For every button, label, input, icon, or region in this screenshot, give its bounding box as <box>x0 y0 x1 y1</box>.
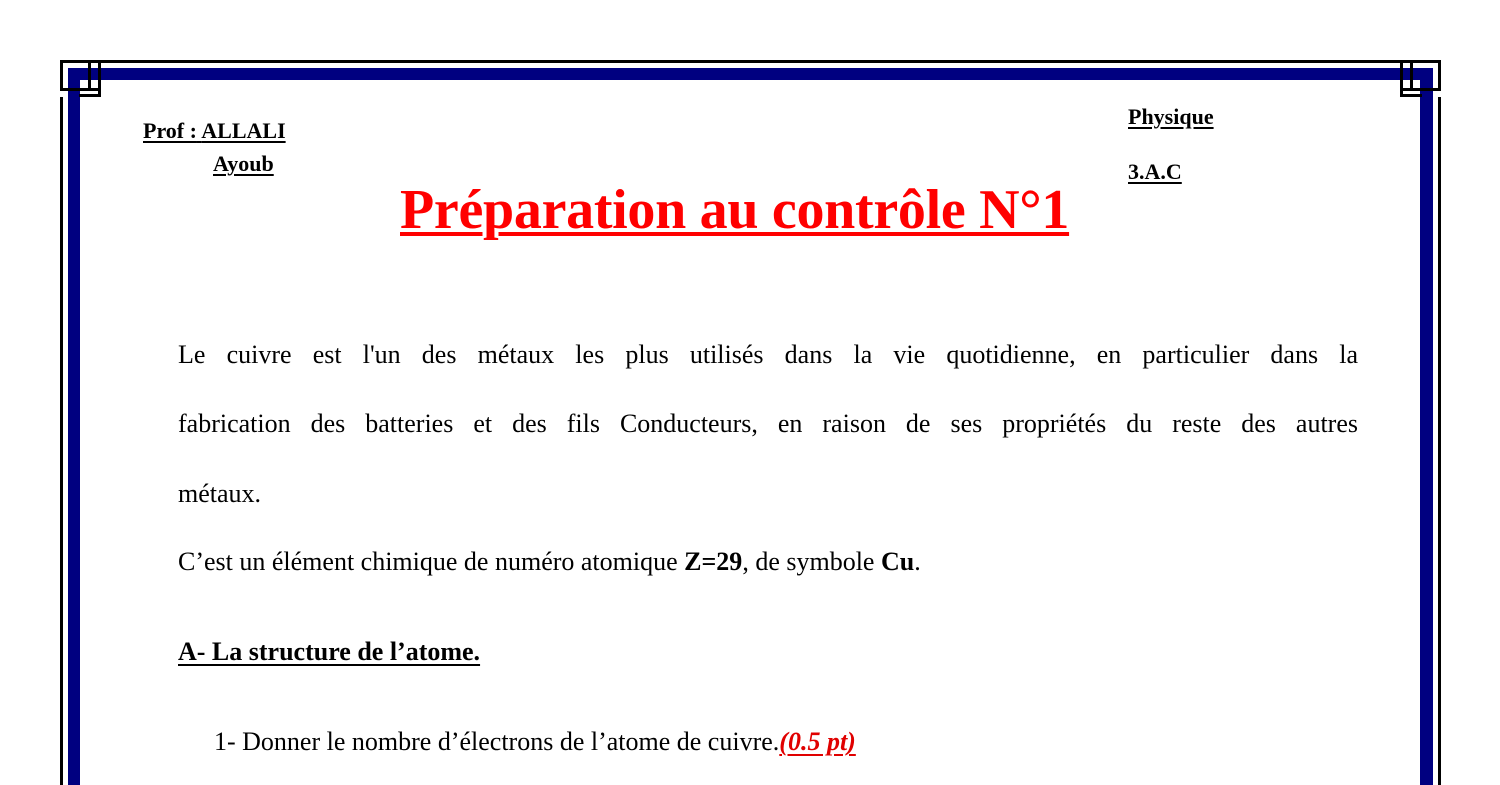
element-prefix: C’est un élément chimique de numéro atomique <box>178 547 685 576</box>
element-suffix: . <box>914 547 921 576</box>
teacher-first-name: ALLALI <box>201 118 286 143</box>
question-points: (0.5 pt) <box>779 727 856 756</box>
intro-line-3: métaux. <box>178 479 262 508</box>
element-middle: , de symbole <box>742 547 881 576</box>
teacher-last-name: Ayoub <box>213 151 274 176</box>
border-top-black <box>98 60 1402 63</box>
corner-ornament-tl-bridge <box>90 60 101 91</box>
page-title: Préparation au contrôle N°1 <box>400 179 1070 241</box>
intro-line-1: Le cuivre est l'un des métaux les plus utilisés dans la vie quotidienne, en particulier dans la <box>178 340 1358 369</box>
border-left-blue <box>68 68 80 785</box>
border-top-blue <box>68 68 1433 80</box>
class-level-label: 3.A.C <box>1128 159 1182 184</box>
teacher-label <box>143 118 286 144</box>
intro-line-2: fabrication des batteries et des fils Conducteurs, en raison de ses propriétés du reste des autres <box>178 409 1358 438</box>
prof-label: Prof : <box>143 118 197 143</box>
subject-label: Physique <box>1128 104 1214 129</box>
section-heading: A- La structure de l’atome. <box>178 637 481 666</box>
question-item <box>214 727 856 757</box>
question-text: 1- Donner le nombre d’électrons de l’atome de cuivre. <box>214 727 780 756</box>
border-right-black <box>1438 97 1441 785</box>
border-left-black <box>60 97 63 785</box>
element-symbol: Cu <box>880 547 915 576</box>
element-info <box>178 547 921 577</box>
border-right-blue <box>1420 68 1433 785</box>
atomic-number: Z=29 <box>684 547 743 576</box>
corner-ornament-tr-bridge <box>1400 60 1411 91</box>
